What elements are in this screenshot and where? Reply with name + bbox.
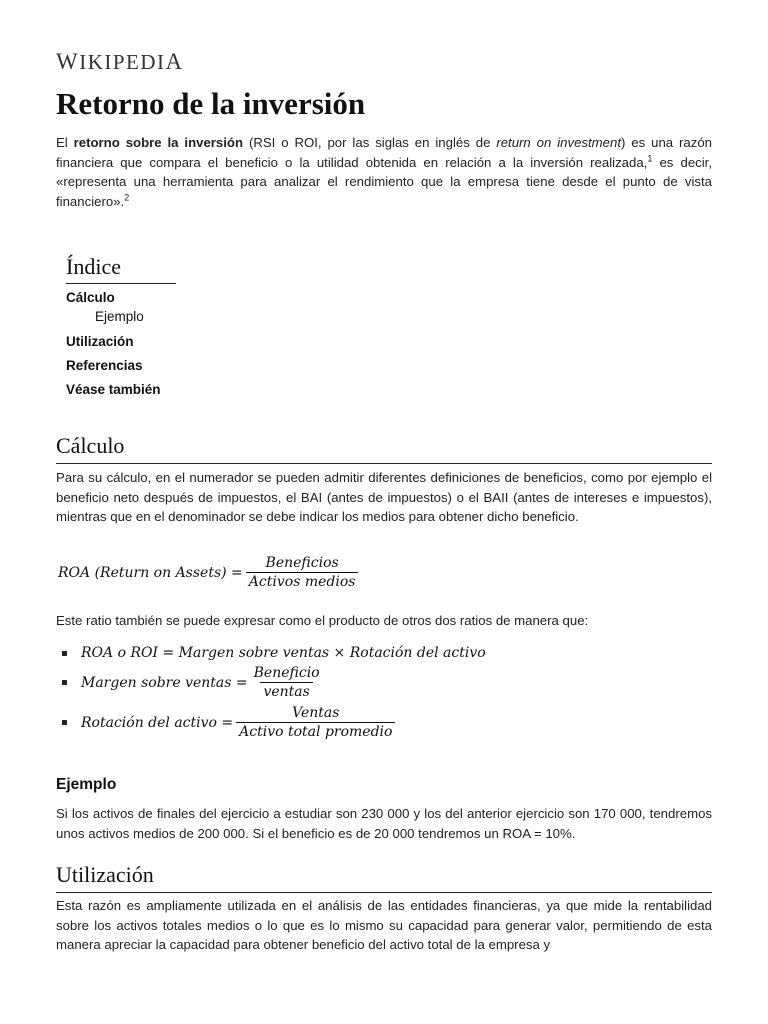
calculo-paragraph-2: Este ratio también se puede expresar como el producto de otros dos ratios de manera que: <box>56 613 589 628</box>
bullet-marker <box>62 720 67 725</box>
bullet-marker <box>62 680 67 685</box>
roa-denominator: Activos medios <box>246 572 359 590</box>
intro-italic-term: return on investment <box>496 135 621 150</box>
toc-item-vease-tambien[interactable]: Véase también <box>66 382 161 397</box>
margen-numerator: Beneficio <box>253 665 320 681</box>
reference-link-2[interactable]: 2 <box>124 192 130 203</box>
subsection-heading-ejemplo: Ejemplo <box>56 776 117 793</box>
section-heading-utilizacion: Utilización <box>56 862 712 893</box>
toc-item-calculo[interactable]: Cálculo <box>66 290 115 305</box>
rotacion-fraction <box>236 705 395 740</box>
rotacion-denominator: Activo total promedio <box>236 722 395 740</box>
toc-title: Índice <box>66 254 176 284</box>
wikipedia-wordmark[interactable] <box>56 49 184 75</box>
bullet-2-lhs: Margen sobre ventas = <box>81 674 248 691</box>
toc-item-utilizacion[interactable]: Utilización <box>66 334 134 349</box>
formula-bullet-2 <box>62 665 326 700</box>
formula-bullet-1 <box>62 645 486 661</box>
toc-item-ejemplo[interactable]: Ejemplo <box>95 309 144 324</box>
roa-numerator: Beneficios <box>265 555 339 571</box>
roa-fraction <box>246 555 359 590</box>
intro-bold-term: retorno sobre la inversión <box>73 135 244 150</box>
utilizacion-paragraph: Esta razón es ampliamente utilizada en el análisis de las entidades financieras, ya que mide la rentabilidad sobre los activos totales medios o lo que es lo mismo su capacidad para generar valor, permitiendo de esta manera apreciar la capacidad para obtener beneficio del activo total de la empresa y <box>56 898 712 952</box>
calculo-paragraph: Para su cálculo, en el numerador se pueden admitir diferentes definiciones de beneficios, como por ejemplo el beneficio neto después de impuestos, el BAI (antes de impuestos) o el BAII (antes de intereses e impuestos), mientras que en el denominador se debe indicar los medios para obtener dicho beneficio. <box>56 470 712 524</box>
roa-formula-lhs: ROA (Return on Assets) = <box>58 564 243 581</box>
section-heading-calculo: Cálculo <box>56 433 712 464</box>
rotacion-numerator: Ventas <box>292 705 340 721</box>
intro-paragraph: El retorno sobre la inversión (RSI o ROI, por las siglas en inglés de return on investment) es una razón financiera que compara el beneficio o la utilidad obtenida en relación a la inversión realizada,$^1$ es decir, «representa una herramienta para analizar el rendimiento que la empresa tiene desde el punto de vista financiero».$^2$ <box>56 135 713 209</box>
margen-fraction <box>251 665 323 700</box>
bullet-marker <box>62 651 67 656</box>
bullet-1-formula: ROA o ROI = Margen sobre ventas × Rotación del activo <box>81 645 486 661</box>
roa-formula <box>58 555 361 590</box>
page-title: Retorno de la inversión <box>56 86 366 121</box>
wordmark-last-letter: A <box>165 49 184 74</box>
margen-denominator: ventas <box>260 682 312 700</box>
bullet-3-lhs: Rotación del activo = <box>81 714 234 731</box>
reference-link-1[interactable]: 1 <box>647 153 653 164</box>
toc-item-referencias[interactable]: Referencias <box>66 358 143 373</box>
formula-bullet-3 <box>62 705 398 740</box>
wordmark-middle: IKIPEDI <box>79 50 166 74</box>
ejemplo-paragraph: Si los activos de finales del ejercicio a estudiar son 230 000 y los del anterior ejercicio son 170 000, tendremos unos activos medios de 200 000. Si el beneficio es de 20 000 tendremos un ROA = 10%. <box>56 806 712 841</box>
wordmark-first-letter: W <box>56 49 80 74</box>
